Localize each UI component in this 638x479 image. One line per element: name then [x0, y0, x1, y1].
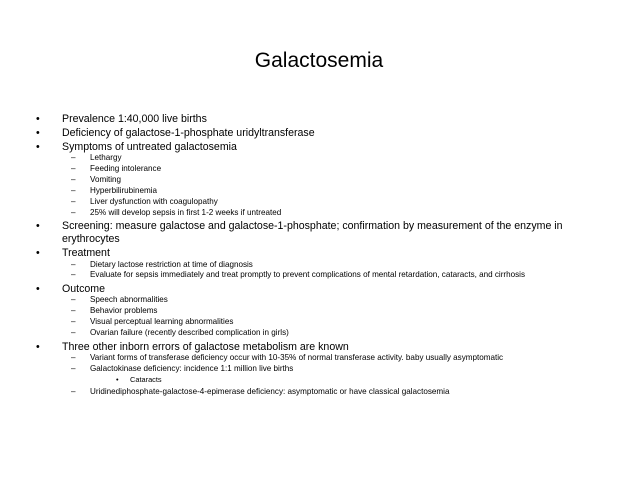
bullet-marker: –: [71, 153, 76, 163]
bullet-text: Ovarian failure (recently described complication in girls): [90, 328, 289, 338]
slide-title: Galactosemia: [254, 49, 384, 72]
bullet-level2: [0, 317, 590, 328]
bullet-text: Galactokinase deficiency: incidence 1:1 million live births: [90, 364, 294, 374]
bullet-marker: –: [71, 164, 76, 174]
bullet-text: Deficiency of galactose-1-phosphate uridyltransferase: [62, 126, 315, 139]
bullet-text: Visual perceptual learning abnormalities: [90, 317, 234, 327]
bullet-text: Treatment: [62, 246, 110, 259]
bullet-text: Feeding intolerance: [90, 164, 162, 174]
bullet-marker: –: [71, 295, 76, 305]
bullet-text: Hyperbilirubinemia: [90, 186, 158, 195]
bullet-marker: –: [71, 353, 76, 363]
bullet-marker: –: [71, 364, 76, 374]
bullet-text: Uridinediphosphate-galactose-4-epimerase deficiency: asymptomatic or have classical galactosemia: [90, 387, 450, 397]
bullet-level2: [0, 175, 590, 186]
bullet-marker: •: [36, 140, 40, 153]
bullet-level3: [0, 375, 638, 385]
bullet-level2: [0, 328, 590, 339]
bullet-level2: [0, 186, 590, 197]
bullet-text: Dietary lactose restriction at time of diagnosis: [90, 259, 253, 269]
bullet-marker: •: [116, 374, 119, 384]
bullet-marker: –: [71, 186, 76, 195]
bullet-marker: –: [71, 259, 76, 269]
bullet-text: 25% will develop sepsis in first 1-2 weeks if untreated: [90, 207, 282, 217]
bullet-text: Liver dysfunction with coagulopathy: [90, 196, 218, 206]
bullet-marker: –: [71, 270, 76, 280]
bullet-list: [0, 111, 638, 398]
bullet-level1: [0, 341, 582, 354]
bullet-text: Outcome: [62, 282, 105, 295]
bullet-text: Screening: measure galactose and galactose-1-phosphate; confirmation by measurement of the enzyme in erythrocytes: [62, 220, 563, 245]
bullet-text: Behavior problems: [90, 306, 158, 316]
bullet-level1: [0, 141, 582, 154]
bullet-level1: [0, 247, 582, 260]
bullet-level2: [0, 260, 590, 271]
bullet-level2: [0, 306, 590, 317]
bullet-marker: •: [36, 246, 40, 259]
bullet-marker: –: [71, 387, 76, 397]
bullet-level2: [0, 270, 590, 281]
bullet-text: Lethargy: [90, 153, 122, 163]
bullet-level2: [0, 164, 590, 175]
bullet-marker: –: [71, 175, 76, 185]
bullet-level1: [0, 220, 582, 245]
bullet-text: Evaluate for sepsis immediately and treat promptly to prevent complications of mental retardation, cataracts, and cirrhosis: [90, 270, 526, 280]
bullet-level1: [0, 127, 582, 140]
bullet-level2: [0, 353, 590, 364]
bullet-level2: [0, 208, 590, 219]
bullet-marker: –: [71, 328, 76, 338]
bullet-text: Prevalence 1:40,000 live births: [62, 112, 207, 125]
bullet-level2: [0, 197, 590, 208]
bullet-level2: [0, 295, 590, 306]
bullet-marker: –: [71, 196, 76, 206]
bullet-text: Variant forms of transferase deficiency occur with 10-35% of normal transferase activity. baby usually asymptomatic: [90, 353, 504, 363]
bullet-marker: •: [36, 282, 40, 295]
bullet-marker: –: [71, 317, 76, 327]
bullet-marker: –: [71, 306, 76, 316]
bullet-text: Three other inborn errors of galactose metabolism are known: [62, 340, 349, 353]
bullet-level2: [0, 153, 590, 164]
bullet-marker: –: [71, 207, 76, 217]
bullet-level1: [0, 113, 582, 126]
bullet-text: Symptoms of untreated galactosemia: [62, 140, 237, 153]
bullet-text: Speech abnormalities: [90, 295, 168, 305]
bullet-marker: •: [36, 112, 40, 125]
bullet-level2: [0, 387, 590, 398]
bullet-marker: •: [36, 340, 40, 353]
bullet-level1: [0, 283, 582, 296]
bullet-marker: •: [36, 220, 40, 233]
bullet-level2: [0, 364, 590, 375]
bullet-text: Cataracts: [130, 374, 162, 384]
bullet-marker: •: [36, 126, 40, 139]
bullet-text: Vomiting: [90, 175, 122, 185]
